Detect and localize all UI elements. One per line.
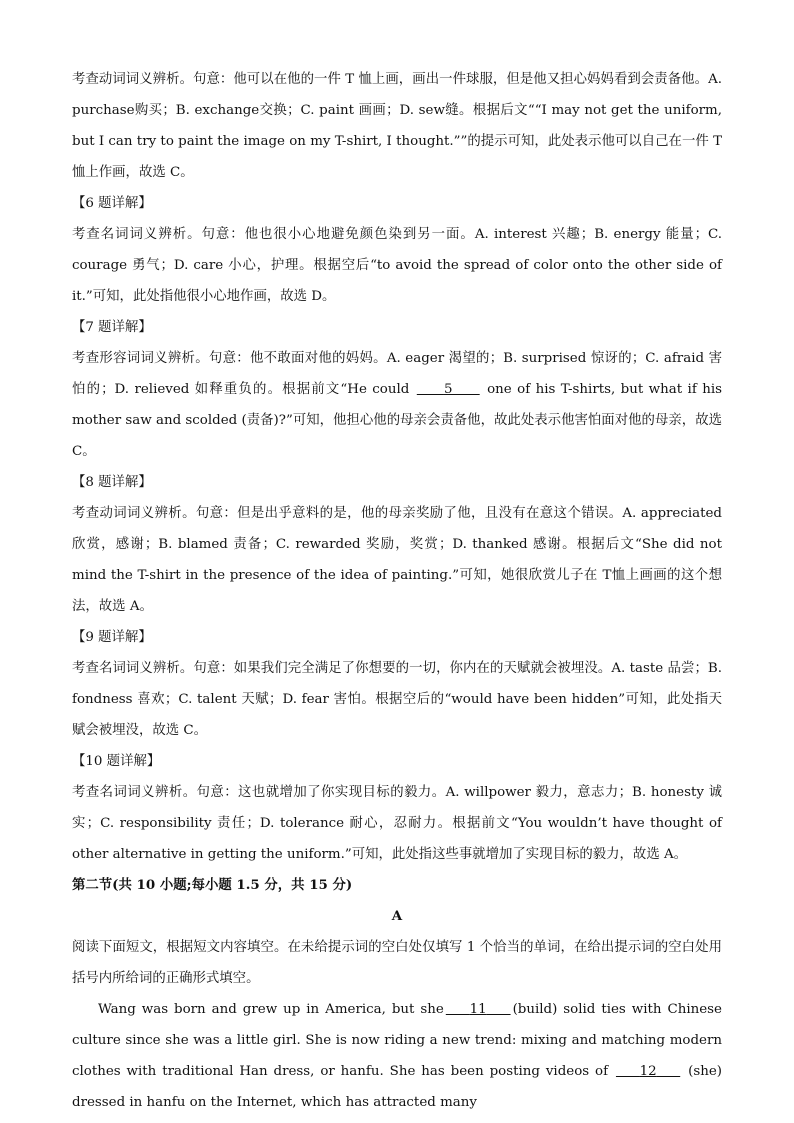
section-title: 第二节(共 10 小题;每小题 1.5 分，共 15 分) (72, 877, 353, 893)
document-page (72, 64, 722, 1118)
q7-explanation (72, 343, 722, 467)
q10-heading: 【10 题详解】 (72, 754, 161, 769)
q7-blank: 5 (443, 382, 453, 397)
q8-explanation: 考查动词词义辨析。句意：但是出乎意料的是，他的母亲奖励了他，且没有在意这个错误。A. appreciated 欣赏，感谢；B. blamed 责备；C. rewarded 奖励，奖赏；D. thanked 感谢。根据后文“She did not mind the T-shirt in the presence of the idea of painting.”可知，她很欣赏儿子在 T恤上画画的这个想法，故选 A。 (72, 506, 722, 614)
part-label: A (391, 908, 403, 924)
q6-heading: 【6 题详解】 (72, 196, 152, 211)
q9-explanation: 考查名词词义辨析。句意：如果我们完全满足了你想要的一切，你内在的天赋就会被埋没。A. taste 品尝；B. fondness 喜欢；C. talent 天赋；D. fear 害怕。根据空后的“would have been hidden”可知，此处指天赋会被埋没，故选 C。 (72, 661, 722, 738)
q5-explanation: 考查动词词义辨析。句意：他可以在他的一件 T 恤上画，画出一件球服，但是他又担心妈妈看到会责备他。A. purchase购买；B. exchange交换；C. paint 画画；D. sew缝。根据后文““I may not get the uniform, but I can try to paint the image on my T-shirt, I thought.””的提示可知，此处表示他可以自己在一件 T恤上作画，故选 C。 (72, 72, 722, 180)
q7-text-after: one of his T-shirts, but what if his mother saw and scolded (责备)?”可知，他担心他的母亲会责备他，故此处表示他害怕面对他的母亲，故选 C。 (72, 382, 722, 459)
q8-heading: 【8 题详解】 (72, 475, 152, 490)
blank-12: 12 (639, 1064, 657, 1079)
instructions: 阅读下面短文，根据短文内容填空。在未给提示词的空白处仅填写 1 个恰当的单词，在给出提示词的空白处用括号内所给词的正确形式填空。 (72, 940, 722, 986)
q7-text-before: 考查形容词词义辨析。句意：他不敢面对他的妈妈。A. eager 渴望的；B. surprised 惊讶的；C. afraid 害怕的；D. relieved 如释重负的。根据前文“He could (72, 351, 722, 397)
q7-heading: 【7 题详解】 (72, 320, 152, 335)
q10-explanation: 考查名词词义辨析。句意：这也就增加了你实现目标的毅力。A. willpower 毅力，意志力；B. honesty 诚实；C. responsibility 责任；D. tolerance 耐心，忍耐力。根据前文“You wouldn’t have thought of other alternative in getting the uniform.”可知，此处指这些事就增加了实现目标的毅力，故选 A。 (72, 785, 722, 862)
passage: Wang was born and grew up in America, but she 11 (build) solid ties with Chinese culture since she was a little girl. She is now riding a new trend: mixing and matching modern clothes with traditional Han dress, or hanfu. She has been posting videos of 12 (she) dressed in hanfu on the Internet, which has attracted many (72, 1002, 722, 1110)
blank-11: 11 (469, 1002, 487, 1017)
q6-explanation: 考查名词词义辨析。句意：他也很小心地避免颜色染到另一面。A. interest 兴趣；B. energy 能量；C. courage 勇气；D. care 小心，护理。根据空后“to avoid the spread of color onto the other side of it.”可知，此处指他很小心地作画，故选 D。 (72, 227, 722, 304)
q9-heading: 【9 题详解】 (72, 630, 152, 645)
